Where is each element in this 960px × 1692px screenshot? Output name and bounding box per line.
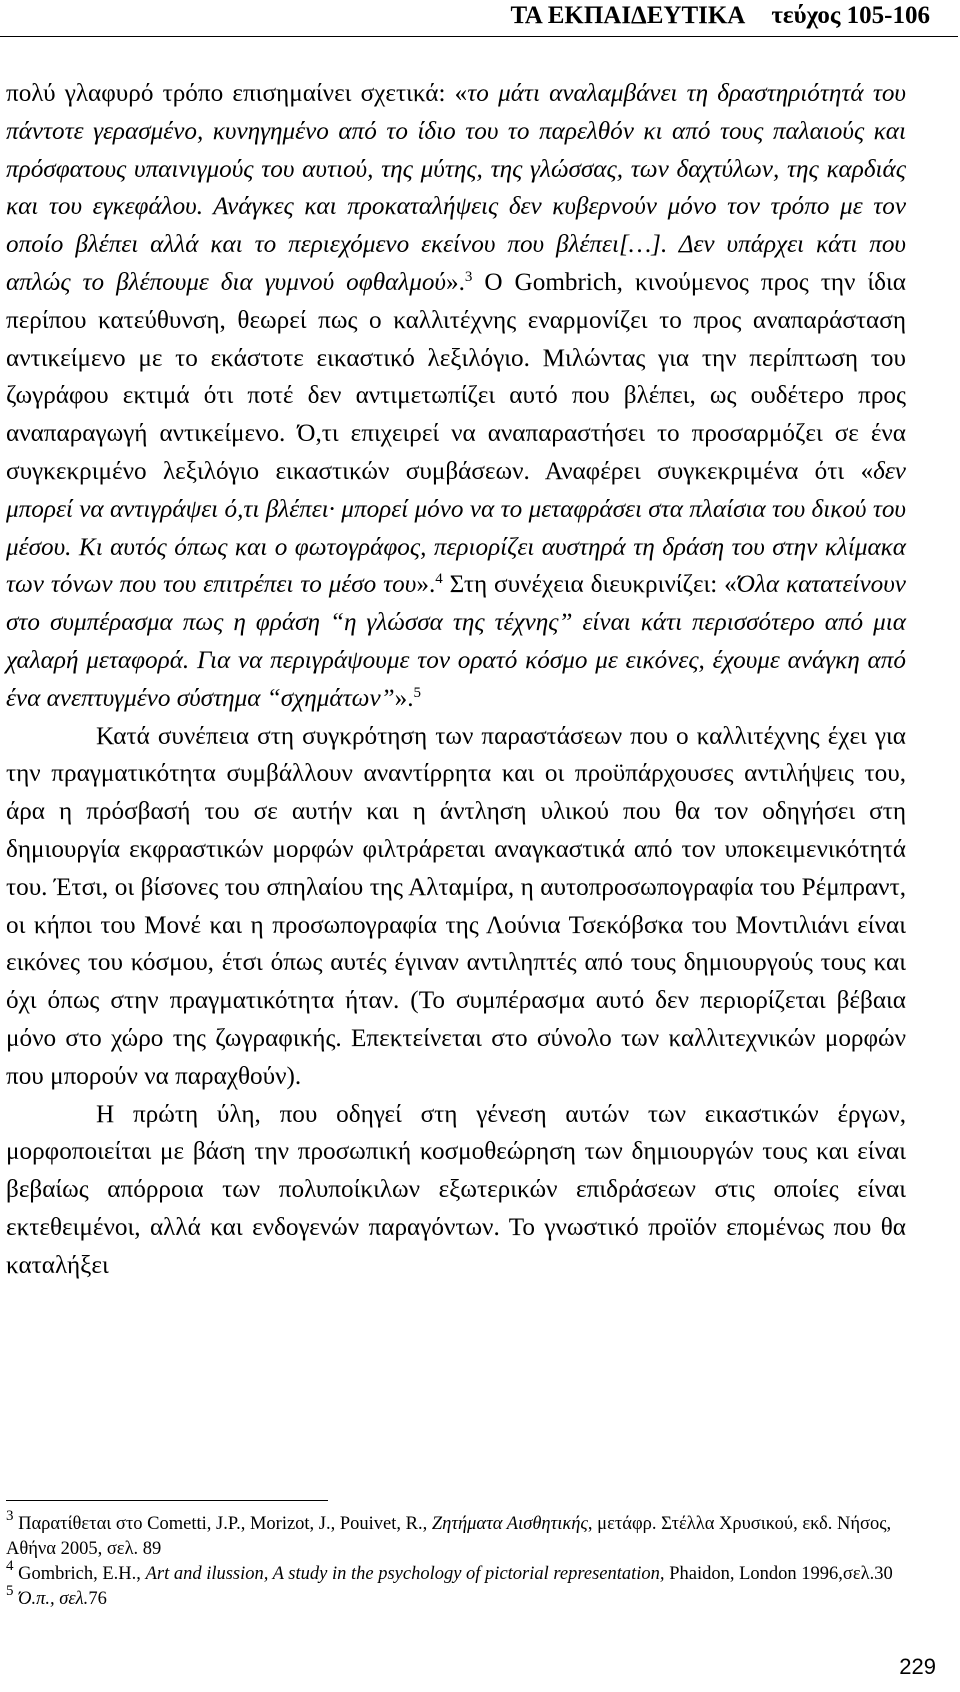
- footnote-text: Παρατίθεται στο Cometti, J.P., Morizot, J., Pouivet, R.,: [13, 1514, 432, 1534]
- footnote-text: , μετάφρ. Στέλλα Χρυσικού, εκδ. Νήσος, Αθήνα 2005, σελ. 89: [6, 1514, 892, 1559]
- footnote-ref-4[interactable]: 4: [435, 571, 443, 588]
- running-head: [511, 2, 930, 30]
- footnote-4: [6, 1558, 906, 1587]
- issue-number: τεύχος 105-106: [771, 2, 930, 29]
- text-run: Στη συνέχεια διευκρινίζει: «: [442, 571, 737, 599]
- text-run: ».: [446, 268, 465, 296]
- quote-italic: Όλα κατατείνουν στο συμπέρασμα πως η φράση “η γλώσσα της τέχνης” είναι κάτι περισσότερο από μια χαλαρή μεταφορά. Για να περιγράψουμε τον ορατό κόσμο με εικόνες, έχουμε ανάγκη από ένα ανεπτυγμένο σύστημα “σχημάτων”: [6, 571, 906, 712]
- page-header: [0, 0, 958, 37]
- footnote-5: [6, 1583, 906, 1612]
- footnote-separator: [6, 1500, 328, 1501]
- footnote-ref-3[interactable]: 3: [464, 268, 473, 285]
- text-run: Ο Gombrich, κινούμενος προς την ίδια περίπου κατεύθυνση, θεωρεί πως ο καλλιτέχνης εναρμονίζει το προς αναπαράσταση αντικείμενο με το εκάστοτε εικαστικό λεξιλόγιο. Μιλώντας για την περίπτωση του ζωγράφου εκτιμά ότι ποτέ δεν αντιμετωπίζει αυτό που βλέπει, ως ουδέτερο προς αναπαραγωγή αντικείμενο. Ό,τι επιχειρεί να αναπαραστήσει το προσαρμόζει σε ένα συγκεκριμένο λεξιλόγιο εικαστικών συμβάσεων. Αναφέρει συγκεκριμένα ότι «: [6, 268, 906, 485]
- quote-italic: το μάτι αναλαμβάνει τη δραστηριότητά του πάντοτε γερασμένο, κυνηγημένο από το ίδιο του το παρελθόν κι από τους παλαιούς και πρόσφατους υπαινιγμούς του αυτιού, της μύτης, της γλώσσας, των δαχτύλων, της καρδιάς και του εγκεφάλου. Ανάγκες και προκαταλήψεις δεν κυβερνούν μόνο τον τρόπο με τον οποίο βλέπει αλλά και το περιεχόμενο εκείνου που βλέπει[…]. Δεν υπάρχει κάτι που απλώς το βλέπουμε δια γυμνού οφθαλμού: [6, 80, 906, 296]
- paragraph-1: [6, 75, 906, 718]
- footnote-title: Ό.π., σελ.: [18, 1589, 89, 1609]
- footnote-3: [6, 1508, 906, 1562]
- footnote-number: 5: [6, 1583, 14, 1599]
- footnote-number: 4: [6, 1558, 14, 1574]
- footnote-title: Art and ilussion, A study in the psychology of pictorial representation,: [145, 1564, 665, 1584]
- paragraph-2: Κατά συνέπεια στη συγκρότηση των παραστάσεων που ο καλλιτέχνης έχει για την πραγματικότητα συμβάλλουν αναντίρρητα και οι προϋπάρχουσες αντιλήψεις του, άρα η πρόσβασή του σε αυτήν και η άντληση υλικού που θα τον οδηγήσει στη δημιουργία εκφραστικών μορφών φιλτράρεται αναγκαστικά από τον υποκειμενικότητά του. Έτσι, οι βίσονες του σπηλαίου της Αλταμίρα, η αυτοπροσωπογραφία του Ρέμπραντ, οι κήποι του Μονέ και η προσωπογραφία της Λούνια Τσεκόβσκα του Μοντιλιάνι είναι εικόνες του κόσμου, έτσι όπως αυτές έγιναν αντιληπτές από τους δημιουργούς τους και όχι όπως στην πραγματικότητα ήταν. (Το συμπέρασμα αυτό δεν περιορίζεται βέβαια μόνο στο χώρο της ζωγραφικής. Επεκτείνεται στο σύνολο των καλλιτεχνικών μορφών που μπορούν να παραχθούν).: [6, 722, 906, 1090]
- footnote-title: Ζητήματα Αισθητικής: [431, 1514, 588, 1534]
- footnote-text: Gombrich, E.H.,: [13, 1564, 146, 1584]
- page-number: 229: [899, 1654, 936, 1679]
- text-run: πολύ γλαφυρό τρόπο επισημαίνει σχετικά: «: [6, 80, 468, 107]
- paragraph-3: Η πρώτη ύλη, που οδηγεί στη γένεση αυτών των εικαστικών έργων, μορφοποιείται με βάση την προσωπική κοσμοθεώρηση των δημιουργών τους και είναι βεβαίως απόρροια των πολυποίκιλων εξωτερικών επιδράσεων στις οποίες είναι εκτεθειμένοι, αλλά και ενδογενών παραγόντων. Το γνωστικό προϊόν επομένως που θα καταλήξει: [6, 1100, 906, 1279]
- text-run: ».: [394, 684, 414, 712]
- footnote-text: 76: [88, 1589, 107, 1609]
- footnotes: [6, 1508, 906, 1612]
- quote-italic: δεν μπορεί να αντιγράψει ό,τι βλέπει· μπορεί μόνο να το μεταφράσει στα πλαίσια του δικού του μέσου. Κι αυτός όπως και ο φωτογράφος, περιορίζει αυστηρά τη δράση του στην κλίμακα των τόνων που του επιτρέπει το μέσο του: [6, 457, 906, 599]
- footnote-text: Phaidon, London 1996,σελ.30: [664, 1564, 893, 1584]
- footnote-ref-5[interactable]: 5: [413, 684, 422, 701]
- body-text: [6, 75, 906, 1285]
- footnote-number: 3: [6, 1508, 14, 1524]
- journal-title: ΤΑ ΕΚΠΑΙΔΕΥΤΙΚΑ: [510, 2, 746, 29]
- text-run: ».: [416, 571, 436, 599]
